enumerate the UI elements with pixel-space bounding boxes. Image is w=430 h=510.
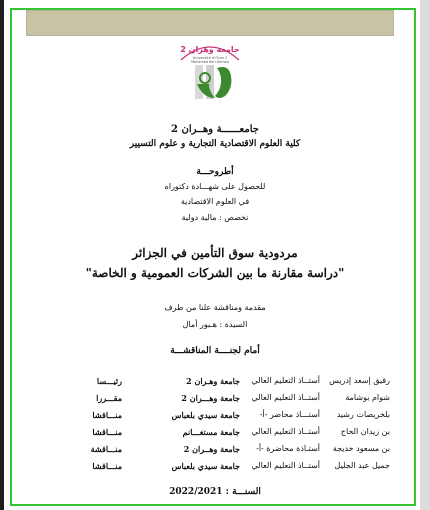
faculty-name: كلية العلوم الاقتصادية التجارية و علوم التسيير [129,139,301,149]
jury-row [28,461,390,478]
jury-member-name: جميل عبد الجليل [334,461,390,470]
thesis-specialty: تخصص : مالية دولية [181,213,249,222]
jury-member-rank: أستــاذ التعليم العالي [251,376,320,385]
top-banner [26,10,394,36]
jury-member-university: جامعة مستغـــانم [182,427,240,437]
logo-text-fr-2: Mohamed Ben Ahmed [191,60,229,64]
academic-year: السنـــة : 2022/2021 [169,487,261,497]
jury-member-university: جامعة سيدي بلعباس [171,461,240,471]
jury-table [28,376,390,478]
jury-member-rank: أستــاذ التعليم العالي [251,427,320,436]
jury-member-name: بلخريصات رشيد [336,410,390,419]
thesis-title-line2: "دراسة مقارنة ما بين الشركات العمومية و الخاصة" [85,266,345,280]
jury-member-role: منـــاقشا [92,410,122,420]
university-name: جامعــــــة وهــران 2 [171,124,259,135]
thesis-title-line1: مردودية سوق التأمين في الجزائر [132,246,298,260]
jury-member-rank: أستــاذ التعليم العالي [251,461,320,470]
jury-member-rank: أستـاذة محاضرة -أ- [256,444,320,453]
jury-member-role: رئيـــسا [96,376,122,386]
jury-member-university: جامعة وهــران 2 [183,444,240,454]
jury-member-name: رقيق إسعد إدريس [329,376,390,385]
jury-member-role: منـــاقشة [90,444,122,454]
jury-member-role: منـــاقشا [92,461,122,471]
thesis-type: أطروحـــة [196,167,234,177]
jury-member-university: جامعة وهـران 2 [186,376,240,386]
jury-row [28,393,390,410]
jury-member-rank: أستـــاذ محاضر -أ- [259,410,320,419]
logo-text-ar: جامعة وهران 2 [180,45,240,54]
jury-member-rank: أستــاذ التعليم العالي [251,393,320,402]
thesis-field: في العلوم الاقتصادية [180,197,250,206]
jury-member-university: جامعة سيدي بلعباس [171,410,240,420]
jury-row [28,376,390,393]
jury-member-university: جامعة وهـــران 2 [181,393,240,403]
candidate-name: السيدة : هـبور أمال [182,320,248,329]
jury-row [28,427,390,444]
university-logo [175,40,245,108]
thesis-purpose: للحصول على شهـــادة دكتوراه [164,182,266,191]
jury-row [28,410,390,427]
jury-member-name: شوام بوشامة [345,393,390,402]
jury-row [28,444,390,461]
presented-by: مقدمة ومناقشة علنا من طرف [164,303,266,312]
university-emblem-icon [175,40,245,108]
jury-member-role: مقـــررا [96,393,122,403]
jury-member-name: بن مسعود خديجة [332,444,390,453]
jury-member-name: بن زيدان الحاج [340,427,390,436]
jury-heading: أمام لجنــــة المناقشـــة [170,346,260,356]
logo-text-fr-1: Université d'Oran 2 [192,56,228,60]
jury-member-role: منـــاقشا [92,427,122,437]
